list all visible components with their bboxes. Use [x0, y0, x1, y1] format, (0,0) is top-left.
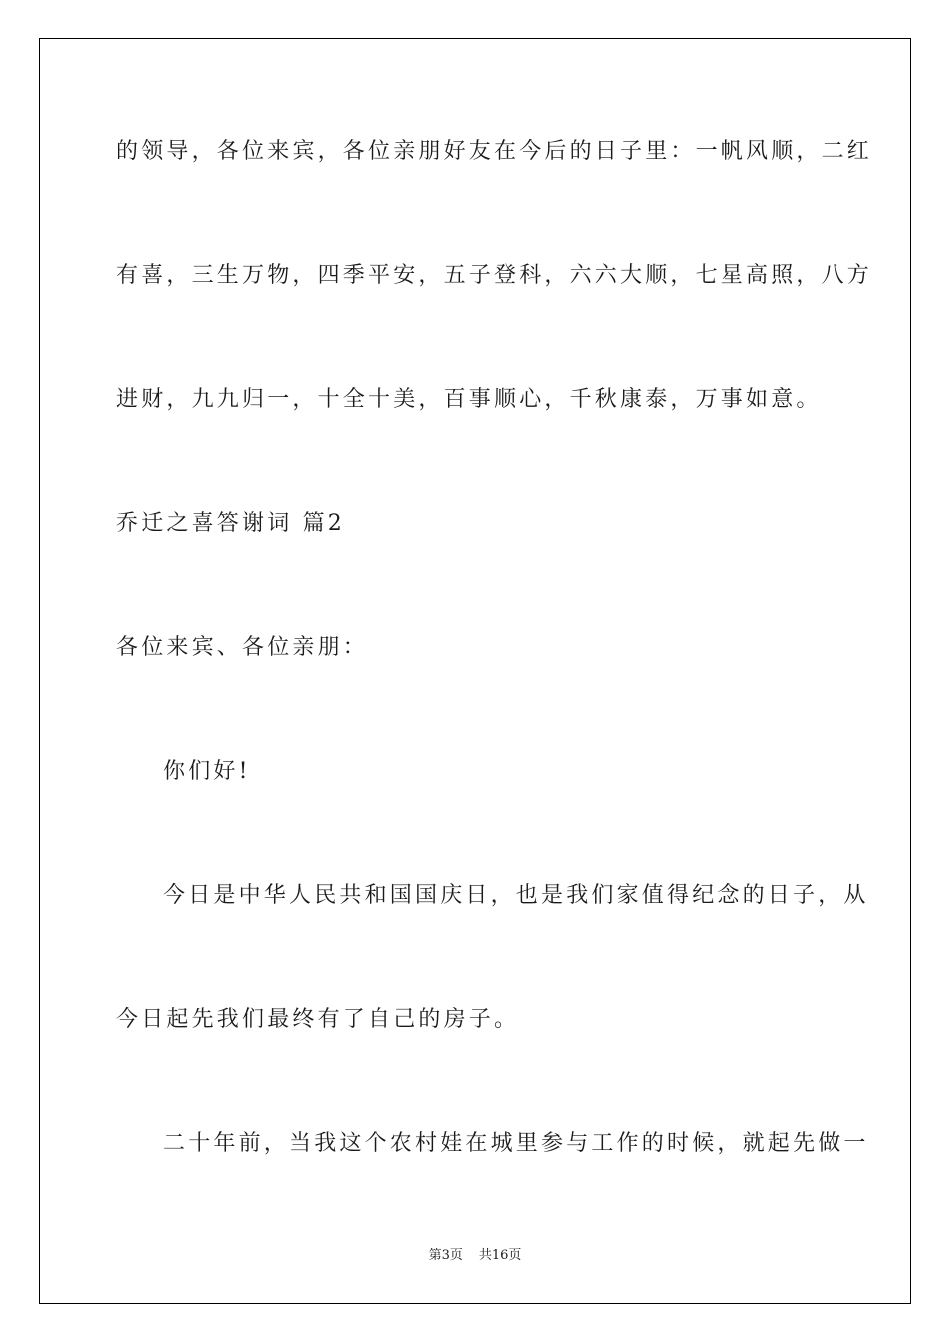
section-heading: 乔迁之喜答谢词 篇2	[116, 511, 345, 536]
body-text-line: 有喜，三生万物，四季平安，五子登科，六六大顺，七星高照，八方	[116, 263, 873, 288]
page-number: 第3页	[428, 1248, 463, 1263]
body-text-line: 的领导，各位来宾，各位亲朋好友在今后的日子里：一帆风顺，二红	[116, 139, 873, 164]
page-footer	[0, 1246, 950, 1266]
page-total: 共16页	[478, 1248, 522, 1263]
page-border	[39, 38, 911, 1304]
body-text-line: 今日是中华人民共和国国庆日，也是我们家值得纪念的日子，从	[163, 883, 869, 908]
body-text-line: 今日起先我们最终有了自己的房子。	[116, 1007, 520, 1032]
salutation: 各位来宾、各位亲朋：	[116, 635, 369, 660]
greeting: 你们好!	[163, 759, 251, 784]
body-text-line: 进财，九九归一，十全十美，百事顺心，千秋康泰，万事如意。	[116, 387, 822, 412]
body-text-line: 二十年前，当我这个农村娃在城里参与工作的时候，就起先做一	[163, 1131, 869, 1156]
